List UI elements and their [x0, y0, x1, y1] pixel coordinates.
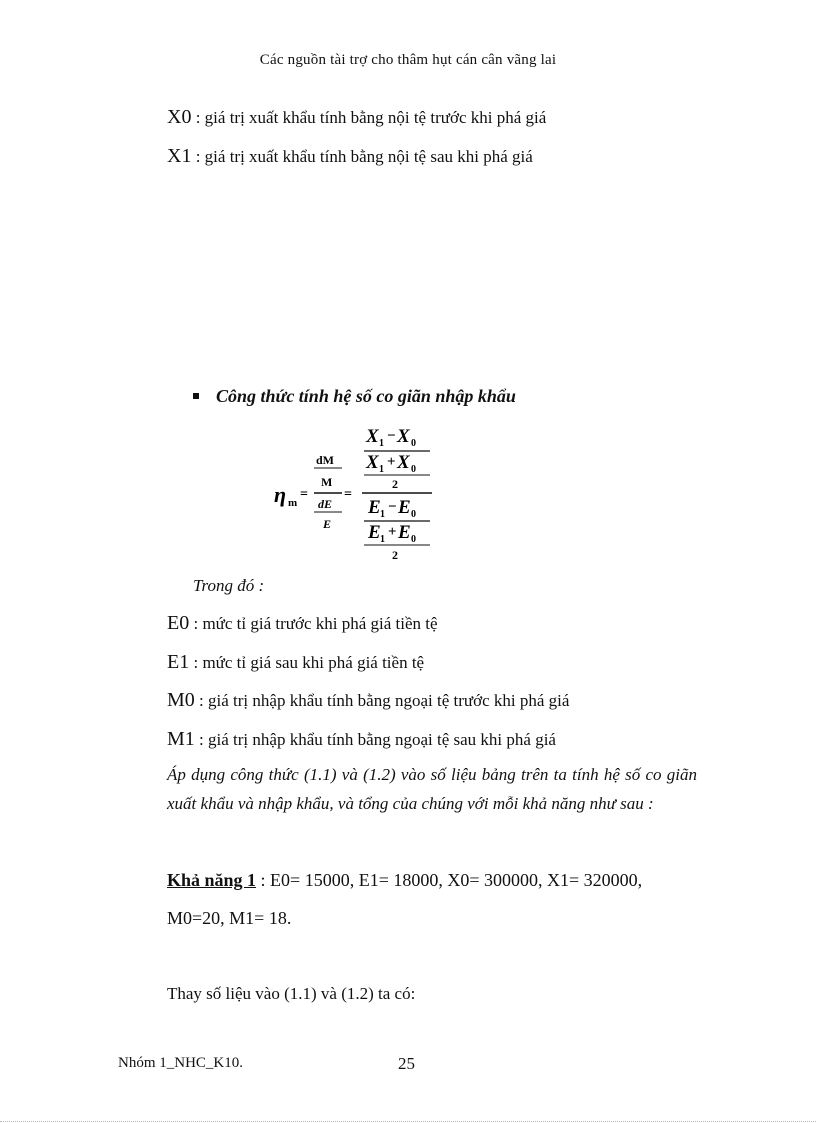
svg-text:1: 1 — [380, 509, 385, 520]
formula-x1-a: X — [366, 426, 379, 447]
page-number: 25 — [398, 1054, 415, 1073]
formula-two-b: 2 — [392, 548, 398, 562]
section-heading: Công thức tính hệ số co giãn nhập khẩu — [216, 386, 516, 406]
formula-e: E — [323, 517, 332, 531]
def-e0-text: : mức tỉ giá trước khi phá giá tiền tệ — [189, 614, 438, 633]
def-e1 — [167, 651, 424, 674]
def-x1 — [167, 145, 533, 168]
symbol-m1: M1 — [167, 728, 195, 750]
def-m1-text: : giá trị nhập khẩu tính bằng ngoại tệ sau khi phá giá — [194, 730, 556, 749]
substitution-line: Thay số liệu vào (1.1) và (1.2) ta có: — [167, 984, 416, 1003]
formula-eq-2: = — [344, 487, 352, 502]
page-bottom-divider — [0, 1121, 816, 1122]
symbol-x1: X1 — [167, 145, 192, 167]
page-header: Các nguồn tài trợ cho thâm hụt cán cân vãng lai — [259, 52, 557, 68]
formula-e1-b: E — [368, 522, 381, 543]
svg-text:0: 0 — [411, 438, 416, 449]
kha-nang-label: Khả năng 1 — [167, 870, 257, 890]
svg-text:−: − — [387, 428, 396, 444]
formula-two-a: 2 — [392, 477, 398, 491]
formula-dm: dM — [316, 453, 334, 467]
def-e0 — [167, 612, 438, 635]
formula-eta-sub: m — [288, 497, 298, 509]
kha-nang-line-1 — [167, 870, 642, 891]
formula-x0-b: X — [397, 452, 410, 473]
def-m0-text: : giá trị nhập khẩu tính bằng ngoại tệ trước khi phá giá — [194, 691, 570, 710]
import-elasticity-formula — [270, 420, 450, 565]
svg-text:1: 1 — [380, 534, 385, 545]
def-x0 — [167, 106, 546, 129]
footer-group: Nhóm 1_NHC_K10. — [118, 1055, 244, 1071]
svg-text:0: 0 — [411, 464, 416, 475]
formula-e1-a: E — [368, 497, 381, 518]
svg-text:0: 0 — [411, 509, 416, 520]
formula-x1-b: X — [366, 452, 379, 473]
svg-text:1: 1 — [379, 438, 384, 449]
svg-text:1: 1 — [379, 464, 384, 475]
kha-nang-values-2: M0=20, M1= 18. — [167, 908, 292, 928]
svg-text:−: − — [388, 499, 397, 515]
formula-e0-b: E — [398, 522, 411, 543]
svg-text:+: + — [387, 454, 396, 470]
square-bullet-icon — [193, 393, 199, 399]
symbol-x0: X0 — [167, 106, 192, 128]
formula-eq-1: = — [300, 487, 308, 502]
application-paragraph: Áp dụng công thức (1.1) và (1.2) vào số liệu bảng trên ta tính hệ số co giãn xuất khẩu và nhập khẩu, và tổng của chúng với mỗi khả năng như sau : — [167, 765, 697, 813]
kha-nang-values-1: : E0= 15000, E1= 18000, X0= 300000, X1= 320000, — [260, 870, 643, 890]
symbol-e1: E1 — [167, 651, 190, 673]
formula-e0-a: E — [398, 497, 411, 518]
def-e1-text: : mức tỉ giá sau khi phá giá tiền tệ — [189, 653, 425, 672]
def-x0-text: : giá trị xuất khẩu tính bằng nội tệ trước khi phá giá — [191, 108, 547, 127]
formula-de: dE — [318, 497, 333, 511]
svg-text:+: + — [388, 524, 397, 540]
formula-x0-a: X — [397, 426, 410, 447]
def-m0 — [167, 689, 569, 712]
formula-eta: η — [274, 482, 287, 507]
def-x1-text: : giá trị xuất khẩu tính bằng nội tệ sau khi phá giá — [191, 147, 533, 166]
formula-m: M — [321, 475, 333, 489]
trong-do-label: Trong đó : — [193, 576, 265, 595]
def-m1 — [167, 728, 556, 751]
symbol-e0: E0 — [167, 612, 190, 634]
svg-text:0: 0 — [411, 534, 416, 545]
symbol-m0: M0 — [167, 689, 195, 711]
